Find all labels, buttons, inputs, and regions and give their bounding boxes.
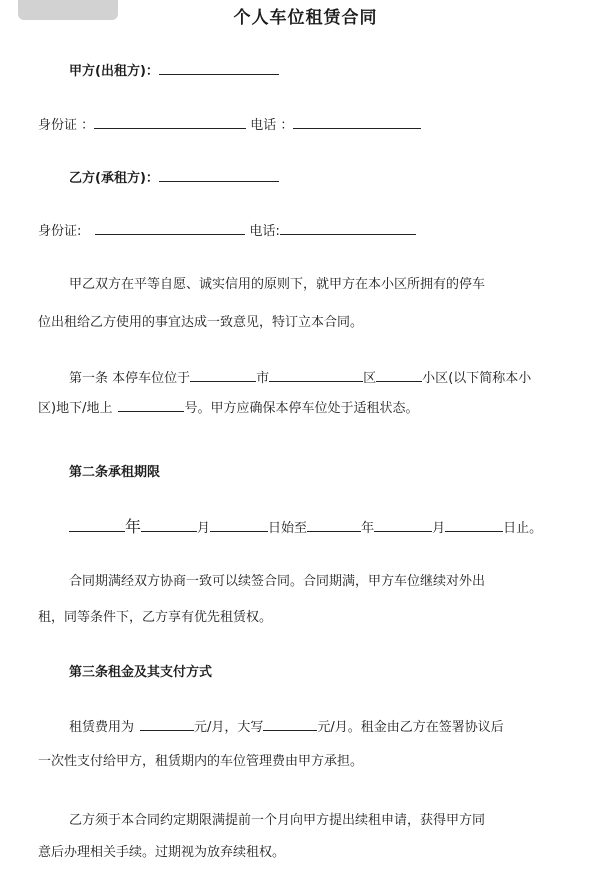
article2-date-line (69, 517, 542, 539)
party-b-id-label: 身份证: (38, 224, 82, 239)
article1-line2-prefix: 区)地下/地上 (38, 401, 113, 416)
article2-renew-line-2: 租，同等条件下，乙方享有优先租赁权。 (38, 610, 273, 625)
article1-blank-2[interactable] (269, 368, 363, 382)
start-day-blank[interactable] (210, 518, 268, 532)
fee-amount-blank[interactable] (140, 717, 194, 731)
document-title: 个人车位租赁合同 (233, 8, 378, 28)
fee-unit: 元/月，大写 (194, 720, 264, 735)
start-year-label: 年 (125, 517, 142, 536)
end-month-label: 月 (432, 521, 446, 536)
end-day-label: 日止。 (503, 521, 543, 536)
article1-line-1 (69, 368, 531, 389)
article2-heading: 第二条承租期限 (69, 465, 161, 480)
party-a-phone-blank[interactable] (293, 115, 421, 129)
article1-blank-3[interactable] (376, 368, 422, 382)
end-month-blank[interactable] (374, 518, 432, 532)
fee-unit-2: 元/月。租金由乙方在签署协议后 (317, 720, 504, 735)
article3-heading: 第三条租金及其支付方式 (69, 665, 213, 680)
article1-number-blank[interactable] (118, 398, 184, 412)
start-day-label: 日 (268, 521, 282, 536)
party-a-name-blank[interactable] (159, 61, 279, 75)
article1-suffix: (以下简称本小 (448, 371, 532, 386)
start-year-blank[interactable] (69, 518, 125, 532)
party-b-line (69, 168, 279, 189)
party-b-id-blank[interactable] (95, 221, 245, 235)
article3-renewal-line-2: 意后办理相关手续。过期视为放弃续租权。 (38, 845, 286, 860)
article3-fee-line-2: 一次性支付给甲方，租赁期内的车位管理费由甲方承担。 (38, 754, 364, 769)
party-a-label: 甲方(出租方)： (69, 64, 159, 79)
party-b-phone-blank[interactable] (280, 221, 416, 235)
article1-district: 区 (363, 371, 377, 386)
article1-line-2 (38, 398, 418, 419)
article1-community: 小区 (422, 371, 449, 386)
article1-line2-suffix: 号。甲方应确保本停车位处于适租状态。 (184, 401, 419, 416)
intro-line-2: 位出租给乙方使用的事宜达成一致意见，特订立本合同。 (38, 315, 364, 330)
party-b-label: 乙方(承租方)： (69, 171, 159, 186)
intro-line-1: 甲乙双方在平等自愿、诚实信用的原则下，就甲方在本小区所拥有的停车 (69, 277, 486, 292)
party-a-phone-label: 电话 ： (250, 118, 294, 133)
party-a-id-blank[interactable] (94, 115, 246, 129)
article1-blank-1[interactable] (190, 368, 256, 382)
article2-renew-line-1: 合同期满经双方协商一致可以续签合同。合同期满，甲方车位继续对外出 (69, 574, 486, 589)
start-month-label: 月 (197, 521, 211, 536)
party-a-id-line (38, 115, 421, 136)
party-a-id-label: 身份证 ： (38, 118, 95, 133)
start-month-blank[interactable] (141, 518, 197, 532)
party-b-id-line (38, 221, 416, 242)
end-year-blank[interactable] (307, 518, 361, 532)
party-b-name-blank[interactable] (159, 168, 279, 182)
start-to-label: 始至 (281, 521, 308, 536)
fee-capital-blank[interactable] (263, 717, 317, 731)
article3-fee-line-1 (69, 717, 504, 738)
article3-renewal-line-1: 乙方须于本合同约定期限满提前一个月向甲方提出续租申请，获得甲方同 (69, 813, 486, 828)
end-year-label: 年 (361, 521, 375, 536)
article1-prefix: 第一条 本停车位位于 (69, 371, 191, 386)
party-a-line (69, 61, 279, 82)
party-b-phone-label: 电话: (249, 224, 280, 239)
article1-city: 市 (256, 371, 270, 386)
end-day-blank[interactable] (445, 518, 503, 532)
fee-prefix: 租赁费用为 (69, 720, 135, 735)
